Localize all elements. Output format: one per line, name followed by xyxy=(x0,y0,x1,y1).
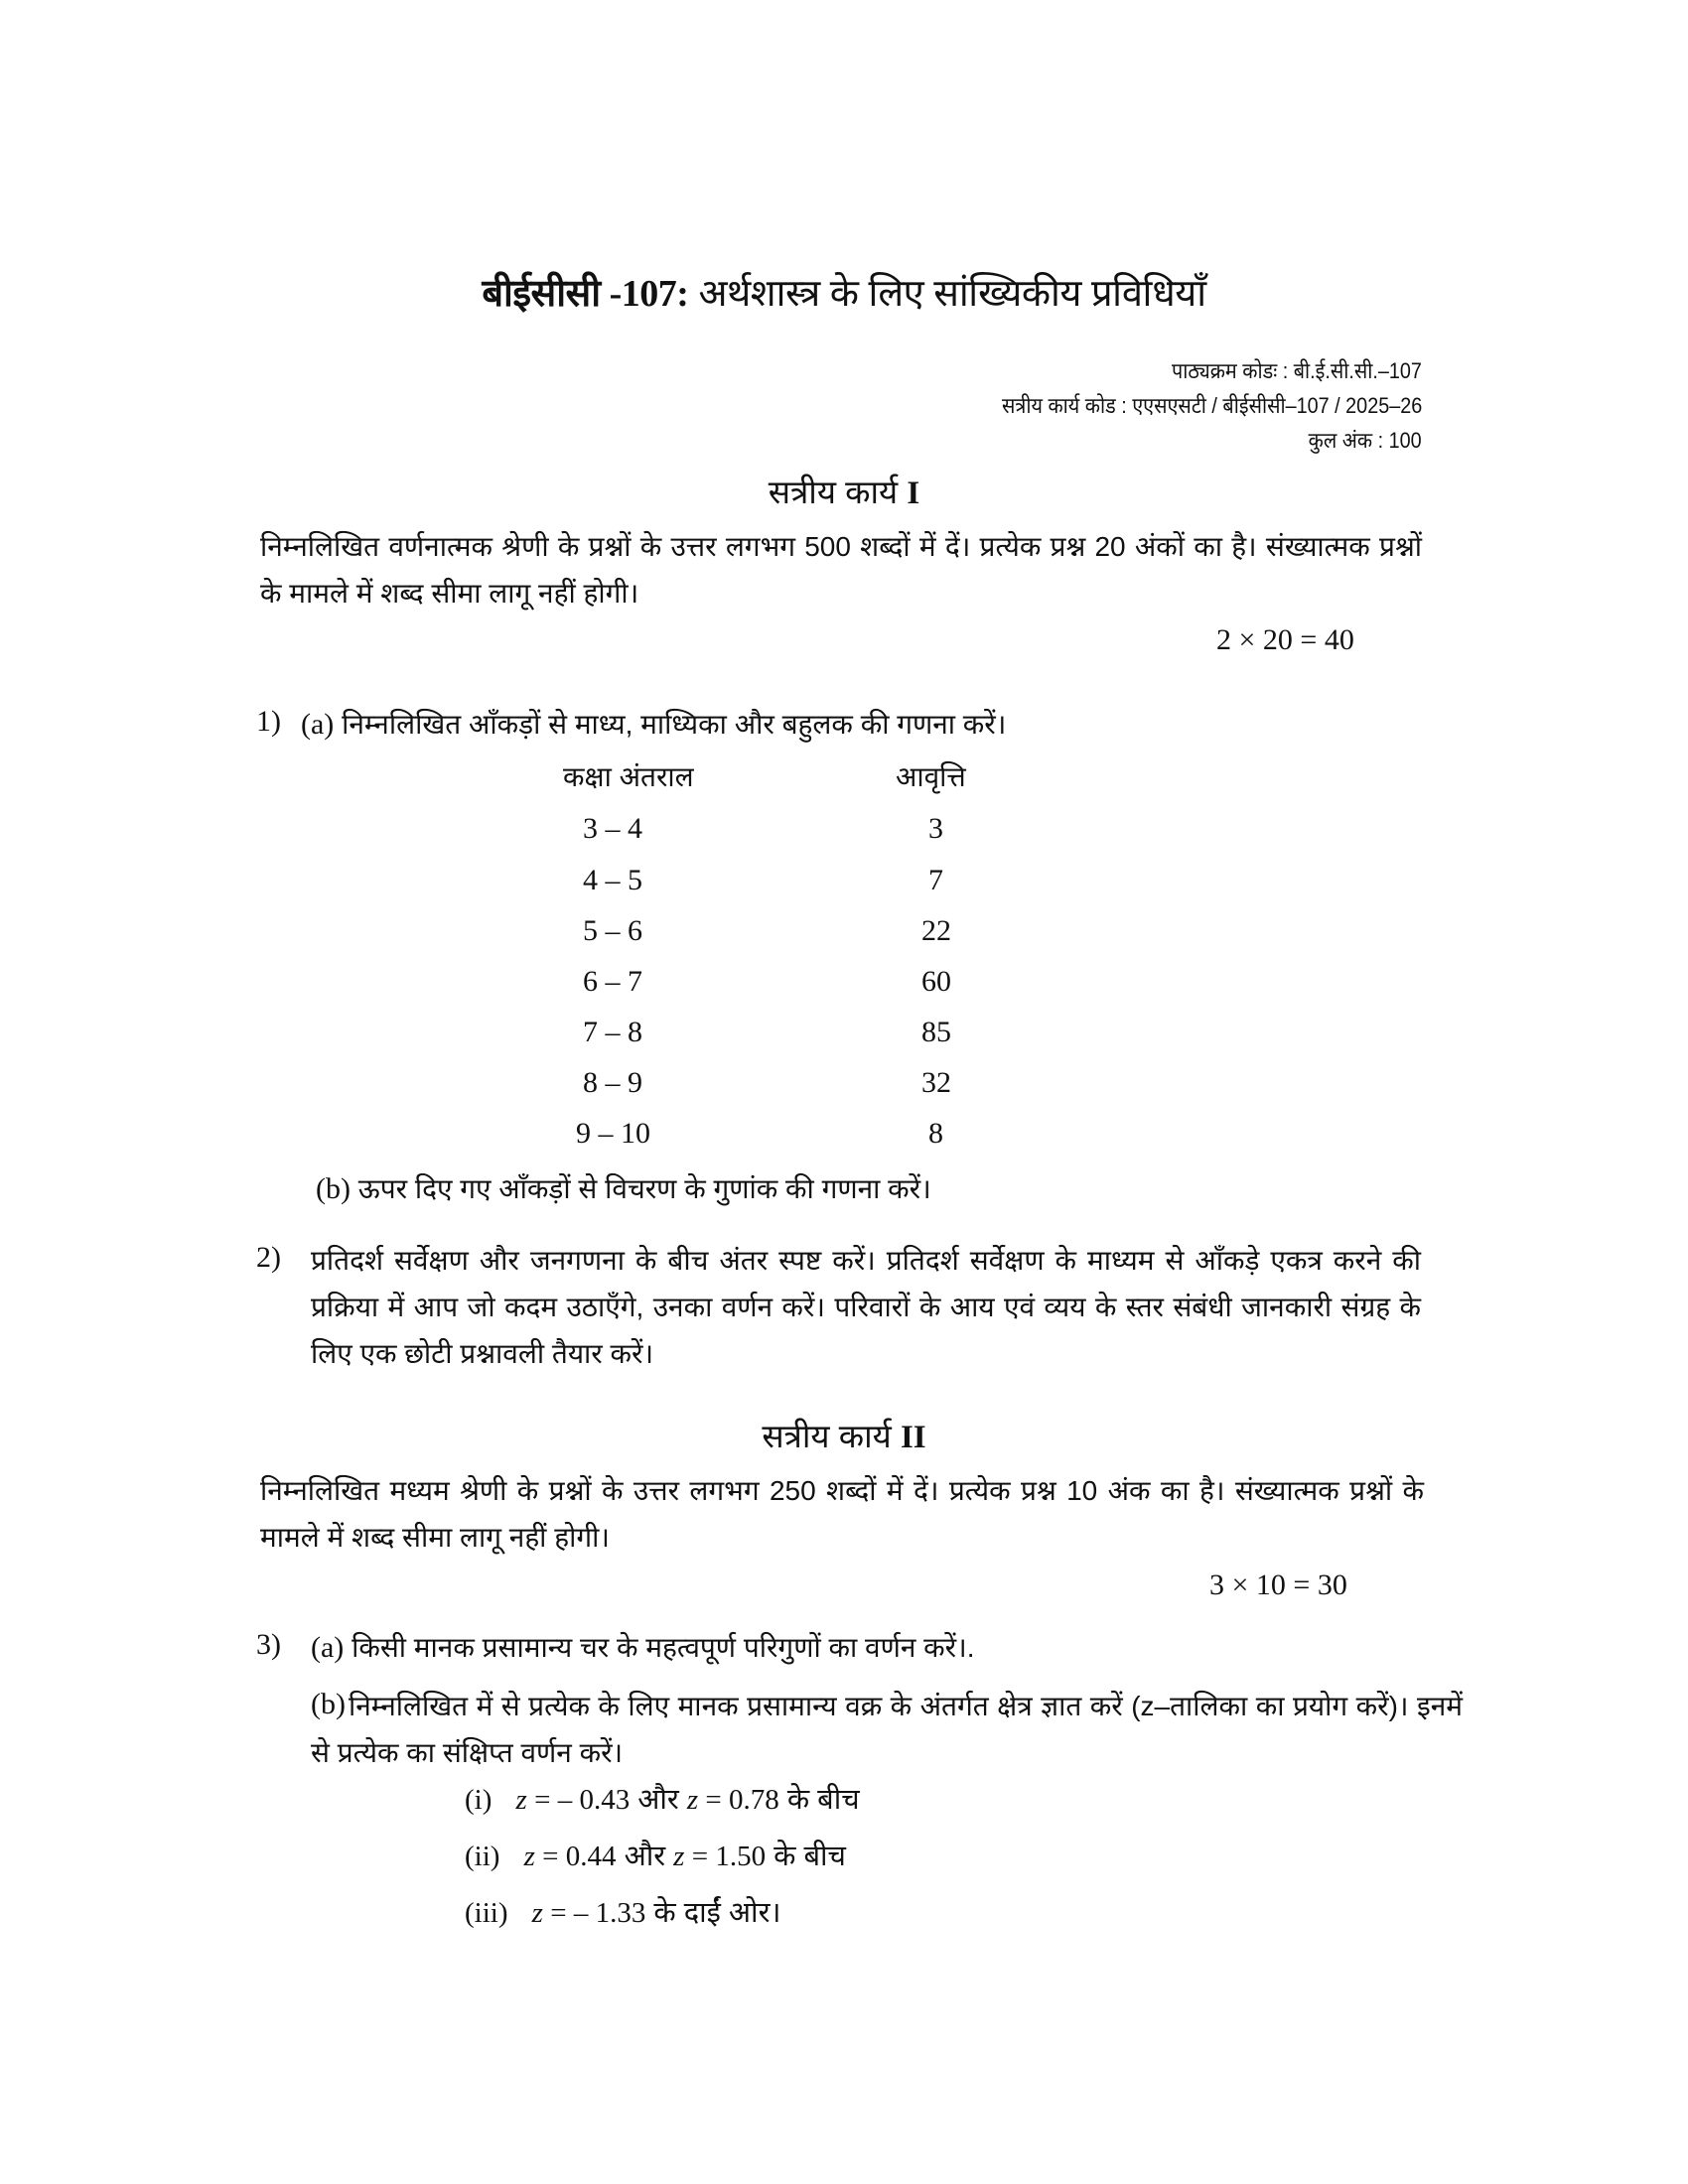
table-cell-frequency: 3 xyxy=(928,812,943,845)
assignment-2-instructions: निम्नलिखित मध्यम श्रेणी के प्रश्नों के उत्तर लगभग 250 शब्दों में दें। प्रत्येक प्रश्न 10 अंक का है। संख्यात्मक प्रश्नों के मामले में शब्द सीमा लागू नहीं होगी। xyxy=(260,1475,1424,1553)
table-cell-frequency: 7 xyxy=(928,864,943,896)
table-cell-interval: 9 – 10 xyxy=(576,1117,650,1150)
question-3b-text: निम्नलिखित में से प्रत्येक के लिए मानक प्रसामान्य वक्र के अंतर्गत क्षेत्र ज्ञात करें (z–तालिका का प्रयोग करें)। इनमें से प्रत्येक का संक्षिप्त वर्णन करें। xyxy=(311,1691,1463,1768)
item-label: (i) xyxy=(465,1784,492,1816)
question-1a xyxy=(301,705,1006,743)
table-cell-interval: 3 – 4 xyxy=(583,812,642,845)
course-code-title: बीईसीसी -107: xyxy=(482,273,689,315)
table-cell-interval: 8 – 9 xyxy=(583,1066,642,1099)
assignment-code-line: सत्रीय कार्य कोड : एएसएसटी / बीईसीसी–107 / 2025–26 xyxy=(1001,393,1422,418)
assignment-2-marks: 3 × 10 = 30 xyxy=(1209,1569,1347,1601)
z-value: = 0.44 xyxy=(534,1841,617,1872)
connector-text: और xyxy=(616,1841,674,1872)
question-2-text: प्रतिदर्श सर्वेक्षण और जनगणना के बीच अंतर स्पष्ट करें। प्रतिदर्श सर्वेक्षण के माध्यम से आँकड़े एकत्र करने की प्रक्रिया में आप जो कदम उठाएँगे, उनका वर्णन करें। परिवारों के आय एवं व्यय के स्तर संबंधी जानकारी संग्रह के लिए एक छोटी प्रश्नावली तैयार करें। xyxy=(311,1245,1421,1369)
connector-text: और xyxy=(630,1784,687,1816)
z-value: = 0.78 xyxy=(698,1784,779,1816)
z-value: = – 0.43 xyxy=(526,1784,631,1816)
question-1 xyxy=(256,705,281,739)
assignment-1-instructions: निम्नलिखित वर्णनात्मक श्रेणी के प्रश्नों के उत्तर लगभग 500 शब्दों में दें। प्रत्येक प्रश्न 20 अंकों का है। संख्यात्मक प्रश्नों के मामले में शब्द सीमा लागू नहीं होगी। xyxy=(260,531,1422,609)
course-code-line: पाठ्यक्रम कोडः : बी.ई.सी.सी.–107 xyxy=(1172,358,1422,383)
z-variable: z xyxy=(673,1841,685,1872)
document-title xyxy=(0,266,1688,318)
item-tail-text: के दाईं ओर। xyxy=(645,1897,781,1929)
assignment-2-heading-roman: II xyxy=(900,1420,926,1455)
total-marks-line: कुल अंक : 100 xyxy=(1308,428,1422,453)
z-variable: z xyxy=(531,1897,543,1929)
table-cell-frequency: 22 xyxy=(921,914,951,947)
question-3-number xyxy=(256,1628,281,1662)
part-label: (a) xyxy=(311,1631,345,1664)
table-cell-frequency: 85 xyxy=(921,1016,951,1048)
item-label: (iii) xyxy=(465,1897,508,1929)
part-text: किसी मानक प्रसामान्य चर के महत्वपूर्ण परिगुणों का वर्णन करें।. xyxy=(344,1632,975,1663)
z-item-i xyxy=(465,1779,860,1818)
table-cell-frequency: 32 xyxy=(921,1066,951,1099)
table-cell-interval: 4 – 5 xyxy=(583,864,642,896)
z-item-iii xyxy=(465,1892,780,1931)
part-label: (b) xyxy=(316,1172,351,1205)
z-variable: z xyxy=(523,1841,535,1872)
z-value: = 1.50 xyxy=(684,1841,767,1872)
z-variable: z xyxy=(686,1784,699,1816)
item-tail-text: के बीच xyxy=(766,1841,846,1872)
z-item-ii xyxy=(465,1836,846,1874)
table-cell-interval: 5 – 6 xyxy=(583,914,642,947)
question-number: 2) xyxy=(256,1241,281,1274)
table-header-class-interval: कक्षा अंतराल xyxy=(563,761,694,792)
table-cell-interval: 6 – 7 xyxy=(583,965,642,998)
table-cell-interval: 7 – 8 xyxy=(583,1016,642,1048)
item-tail-text: के बीच xyxy=(778,1784,860,1816)
course-name-title: अर्थशास्त्र के लिए सांख्यिकीय प्रविधियाँ xyxy=(688,273,1206,315)
item-label: (ii) xyxy=(465,1841,500,1872)
z-variable: z xyxy=(515,1784,527,1816)
table-cell-frequency: 60 xyxy=(921,965,951,998)
part-text: ऊपर दिए गए आँकड़ों से विचरण के गुणांक की गणना करें। xyxy=(350,1173,931,1204)
question-number: 3) xyxy=(256,1628,281,1661)
part-label: (a) xyxy=(301,708,335,741)
question-number: 1) xyxy=(256,705,281,738)
assignment-1-marks: 2 × 20 = 40 xyxy=(1216,623,1354,656)
question-1b xyxy=(316,1169,931,1207)
assignment-1-heading-text: सत्रीय कार्य xyxy=(768,474,908,510)
z-value: = – 1.33 xyxy=(542,1897,646,1929)
question-2-number xyxy=(256,1241,281,1275)
table-header-frequency: आवृत्ति xyxy=(896,761,966,792)
table-cell-frequency: 8 xyxy=(928,1117,943,1150)
assignment-2-heading xyxy=(0,1413,1688,1457)
question-3a xyxy=(311,1628,974,1666)
assignment-1-heading-roman: I xyxy=(907,476,920,511)
assignment-2-heading-text: सत्रीय कार्य xyxy=(762,1418,901,1454)
part-label: (b) xyxy=(311,1688,346,1720)
part-text: निम्नलिखित आँकड़ों से माध्य, माध्यिका और बहुलक की गणना करें। xyxy=(334,709,1007,740)
assignment-1-heading xyxy=(0,469,1688,513)
